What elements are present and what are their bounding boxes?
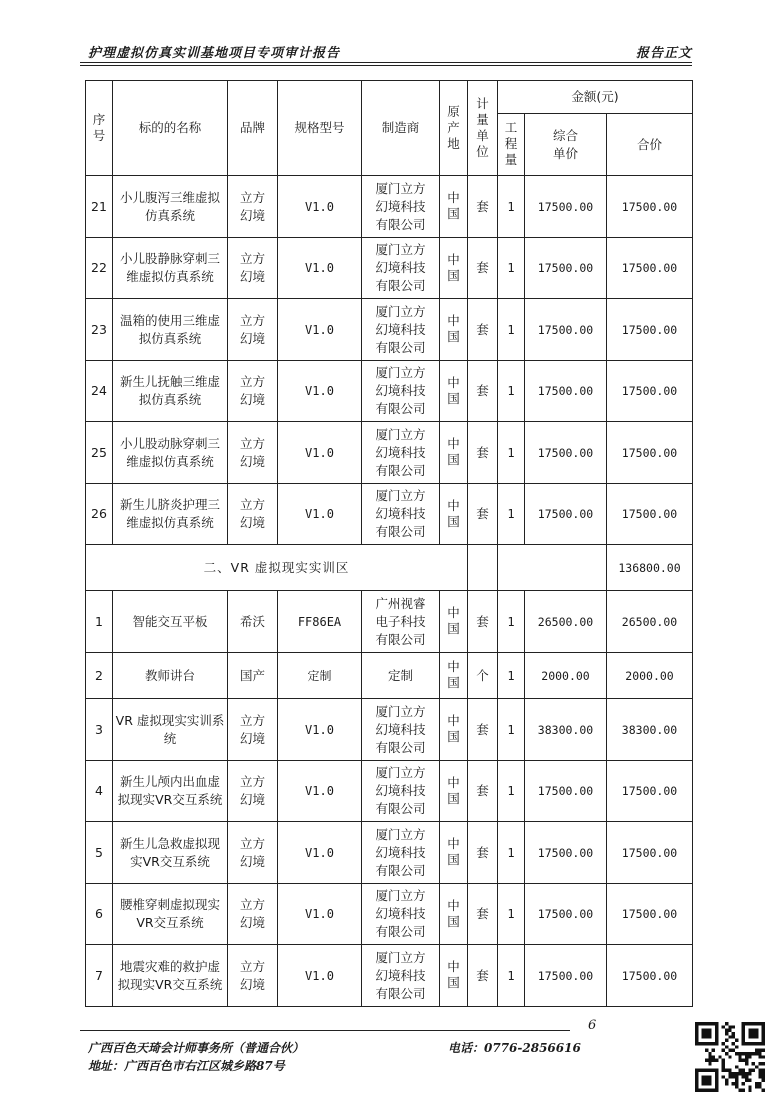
row-model: V1.0 <box>278 238 362 299</box>
row-total: 17500.00 <box>607 361 693 422</box>
row-total: 17500.00 <box>607 945 693 1007</box>
row-model: V1.0 <box>278 761 362 822</box>
row-maker: 厦门立方幻境科技有限公司 <box>362 945 440 1007</box>
row-name: VR 虚拟现实实训系统 <box>113 699 228 761</box>
row-origin: 中国 <box>440 299 468 361</box>
firm-name: 广西百色天琦会计师事务所（普通合伙） <box>88 1041 305 1055</box>
row-unit-price: 26500.00 <box>525 591 607 653</box>
row-brand: 立方幻境 <box>228 299 278 361</box>
row-model: FF86EA <box>278 591 362 653</box>
procurement-table <box>85 80 693 1007</box>
row-brand: 立方幻境 <box>228 361 278 422</box>
row-seq: 24 <box>86 361 113 422</box>
row-name: 腰椎穿刺虚拟现实VR交互系统 <box>113 884 228 945</box>
row-unit-price: 17500.00 <box>525 299 607 361</box>
row-seq: 22 <box>86 238 113 299</box>
row-total: 17500.00 <box>607 822 693 884</box>
row-model: V1.0 <box>278 176 362 238</box>
row-unit-price: 17500.00 <box>525 361 607 422</box>
row-maker: 定制 <box>362 653 440 699</box>
row-qty: 1 <box>498 699 525 761</box>
row-unit: 套 <box>468 591 498 653</box>
header-qty: 工程量 <box>498 114 525 176</box>
section-row <box>86 545 693 591</box>
header-brand: 品牌 <box>228 81 278 176</box>
row-name: 新生儿抚触三维虚拟仿真系统 <box>113 361 228 422</box>
header-origin: 原产地 <box>440 81 468 176</box>
row-name: 新生儿脐炎护理三维虚拟仿真系统 <box>113 484 228 545</box>
table-row <box>86 945 693 1007</box>
table-row <box>86 176 693 238</box>
row-unit: 套 <box>468 422 498 484</box>
row-total: 17500.00 <box>607 884 693 945</box>
table-row <box>86 653 693 699</box>
row-seq: 7 <box>86 945 113 1007</box>
row-brand: 立方幻境 <box>228 484 278 545</box>
report-title: 护理虚拟仿真实训基地项目专项审计报告 <box>88 46 341 61</box>
row-qty: 1 <box>498 176 525 238</box>
table-row <box>86 699 693 761</box>
page-number: 6 <box>588 1018 597 1033</box>
row-maker: 厦门立方幻境科技有限公司 <box>362 484 440 545</box>
row-brand: 希沃 <box>228 591 278 653</box>
table-row <box>86 591 693 653</box>
row-seq: 26 <box>86 484 113 545</box>
footer-rule <box>80 1030 570 1031</box>
row-maker: 厦门立方幻境科技有限公司 <box>362 884 440 945</box>
row-total: 17500.00 <box>607 299 693 361</box>
row-origin: 中国 <box>440 761 468 822</box>
row-unit-price: 17500.00 <box>525 884 607 945</box>
row-brand: 立方幻境 <box>228 945 278 1007</box>
row-qty: 1 <box>498 945 525 1007</box>
row-total: 2000.00 <box>607 653 693 699</box>
row-total: 17500.00 <box>607 484 693 545</box>
row-seq: 25 <box>86 422 113 484</box>
row-qty: 1 <box>498 238 525 299</box>
row-unit-price: 17500.00 <box>525 761 607 822</box>
row-seq: 6 <box>86 884 113 945</box>
row-unit: 套 <box>468 761 498 822</box>
row-total: 17500.00 <box>607 238 693 299</box>
qr-code-icon <box>695 1022 765 1092</box>
table-row <box>86 884 693 945</box>
row-unit: 套 <box>468 361 498 422</box>
row-origin: 中国 <box>440 699 468 761</box>
header-unit-price: 综合单价 <box>525 114 607 176</box>
row-total: 17500.00 <box>607 761 693 822</box>
row-qty: 1 <box>498 361 525 422</box>
row-maker: 厦门立方幻境科技有限公司 <box>362 238 440 299</box>
row-unit-price: 17500.00 <box>525 945 607 1007</box>
row-origin: 中国 <box>440 591 468 653</box>
row-name: 小儿股静脉穿刺三维虚拟仿真系统 <box>113 238 228 299</box>
header-rule <box>80 62 692 63</box>
row-name: 小儿股动脉穿刺三维虚拟仿真系统 <box>113 422 228 484</box>
row-qty: 1 <box>498 822 525 884</box>
row-origin: 中国 <box>440 484 468 545</box>
row-seq: 21 <box>86 176 113 238</box>
row-model: V1.0 <box>278 422 362 484</box>
header-maker: 制造商 <box>362 81 440 176</box>
row-unit: 套 <box>468 822 498 884</box>
row-origin: 中国 <box>440 176 468 238</box>
row-qty: 1 <box>498 591 525 653</box>
row-unit: 套 <box>468 238 498 299</box>
row-maker: 厦门立方幻境科技有限公司 <box>362 361 440 422</box>
row-maker: 厦门立方幻境科技有限公司 <box>362 422 440 484</box>
table-row <box>86 822 693 884</box>
row-model: V1.0 <box>278 945 362 1007</box>
row-maker: 广州视睿电子科技有限公司 <box>362 591 440 653</box>
row-name: 新生儿颅内出血虚拟现实VR交互系统 <box>113 761 228 822</box>
row-brand: 立方幻境 <box>228 238 278 299</box>
row-unit: 套 <box>468 699 498 761</box>
row-name: 智能交互平板 <box>113 591 228 653</box>
row-name: 温箱的使用三维虚拟仿真系统 <box>113 299 228 361</box>
row-unit: 套 <box>468 945 498 1007</box>
row-model: V1.0 <box>278 699 362 761</box>
firm-phone: 电话：0776-2856616 <box>448 1041 581 1055</box>
row-maker: 厦门立方幻境科技有限公司 <box>362 822 440 884</box>
row-name: 地震灾难的救护虚拟现实VR交互系统 <box>113 945 228 1007</box>
row-maker: 厦门立方幻境科技有限公司 <box>362 299 440 361</box>
row-model: V1.0 <box>278 361 362 422</box>
row-model: V1.0 <box>278 484 362 545</box>
row-unit-price: 2000.00 <box>525 653 607 699</box>
row-model: V1.0 <box>278 299 362 361</box>
row-model: V1.0 <box>278 884 362 945</box>
row-origin: 中国 <box>440 945 468 1007</box>
row-model: 定制 <box>278 653 362 699</box>
row-maker: 厦门立方幻境科技有限公司 <box>362 699 440 761</box>
row-name: 教师讲台 <box>113 653 228 699</box>
table-row <box>86 361 693 422</box>
row-origin: 中国 <box>440 361 468 422</box>
row-brand: 立方幻境 <box>228 176 278 238</box>
header-seq: 序号 <box>86 81 113 176</box>
section-title: 二、VR 虚拟现实实训区 <box>86 545 468 591</box>
row-seq: 4 <box>86 761 113 822</box>
header-unit: 计量单位 <box>468 81 498 176</box>
header-total: 合价 <box>607 114 693 176</box>
row-unit: 套 <box>468 176 498 238</box>
row-brand: 立方幻境 <box>228 699 278 761</box>
header-rule-double <box>80 65 692 66</box>
row-unit: 套 <box>468 299 498 361</box>
row-qty: 1 <box>498 884 525 945</box>
table-row <box>86 761 693 822</box>
table-row <box>86 299 693 361</box>
header-name: 标的的名称 <box>113 81 228 176</box>
row-unit: 套 <box>468 884 498 945</box>
row-brand: 立方幻境 <box>228 422 278 484</box>
table-row <box>86 238 693 299</box>
row-unit-price: 17500.00 <box>525 238 607 299</box>
row-brand: 立方幻境 <box>228 822 278 884</box>
row-total: 17500.00 <box>607 422 693 484</box>
row-brand: 国产 <box>228 653 278 699</box>
row-maker: 厦门立方幻境科技有限公司 <box>362 176 440 238</box>
row-seq: 3 <box>86 699 113 761</box>
row-origin: 中国 <box>440 653 468 699</box>
row-unit-price: 17500.00 <box>525 176 607 238</box>
row-unit-price: 17500.00 <box>525 422 607 484</box>
row-unit: 套 <box>468 484 498 545</box>
row-qty: 1 <box>498 653 525 699</box>
row-name: 新生儿急救虚拟现实VR交互系统 <box>113 822 228 884</box>
row-total: 38300.00 <box>607 699 693 761</box>
row-name: 小儿腹泻三维虚拟仿真系统 <box>113 176 228 238</box>
firm-address: 地址：广西百色市右江区城乡路87号 <box>88 1059 285 1073</box>
row-seq: 23 <box>86 299 113 361</box>
header-model: 规格型号 <box>278 81 362 176</box>
row-unit: 个 <box>468 653 498 699</box>
row-seq: 2 <box>86 653 113 699</box>
row-seq: 1 <box>86 591 113 653</box>
row-origin: 中国 <box>440 822 468 884</box>
row-qty: 1 <box>498 299 525 361</box>
row-total: 26500.00 <box>607 591 693 653</box>
row-seq: 5 <box>86 822 113 884</box>
row-origin: 中国 <box>440 238 468 299</box>
row-brand: 立方幻境 <box>228 761 278 822</box>
row-origin: 中国 <box>440 884 468 945</box>
row-model: V1.0 <box>278 822 362 884</box>
header-amount-group: 金额(元) <box>498 81 693 114</box>
report-section: 报告正文 <box>635 46 692 61</box>
row-qty: 1 <box>498 761 525 822</box>
row-brand: 立方幻境 <box>228 884 278 945</box>
table-row <box>86 484 693 545</box>
row-qty: 1 <box>498 484 525 545</box>
section-total: 136800.00 <box>607 545 693 591</box>
row-total: 17500.00 <box>607 176 693 238</box>
row-unit-price: 38300.00 <box>525 699 607 761</box>
row-qty: 1 <box>498 422 525 484</box>
row-maker: 厦门立方幻境科技有限公司 <box>362 761 440 822</box>
row-origin: 中国 <box>440 422 468 484</box>
row-unit-price: 17500.00 <box>525 484 607 545</box>
row-unit-price: 17500.00 <box>525 822 607 884</box>
table-row <box>86 422 693 484</box>
